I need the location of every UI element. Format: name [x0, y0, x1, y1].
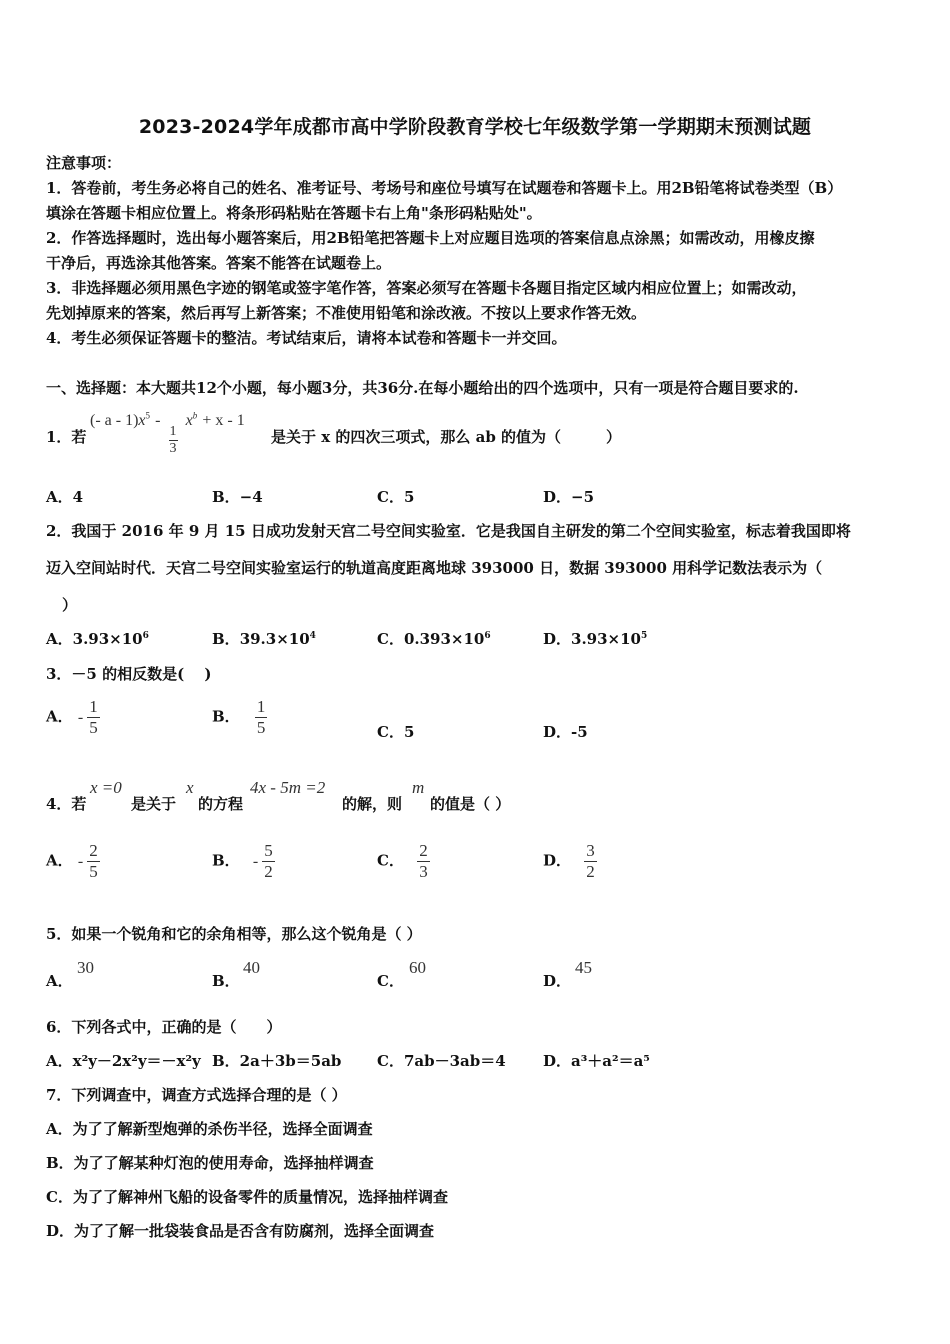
- option-c[interactable]: C．5: [377, 723, 415, 741]
- option-b[interactable]: B．−4: [212, 488, 263, 506]
- option-a[interactable]: A．为了了解新型炮弹的杀伤半径，选择全面调查: [46, 1120, 373, 1138]
- notice-line: 填涂在答题卡相应位置上。将条形码粘贴在答题卡右上角"条形码粘贴处"。: [46, 204, 542, 222]
- option-b[interactable]: B．: [212, 972, 240, 990]
- notice-line: 干净后，再选涂其他答案。答案不能答在试题卷上。: [46, 254, 392, 272]
- option-d[interactable]: D．a³＋a²＝a⁵: [543, 1052, 650, 1070]
- question-4-equation: 4x - 5m =2: [250, 778, 326, 797]
- option-d[interactable]: D．为了了解一批袋装食品是否含有防腐剂，选择全面调查: [46, 1222, 435, 1240]
- question-4-stem: 的方程: [198, 795, 244, 813]
- option-d-value: 45: [575, 958, 592, 977]
- option-c[interactable]: C．$0.393\times 10^6$: [377, 630, 491, 648]
- section-heading: 一、选择题：本大题共12个小题，每小题3分，共36分.在每小题给出的四个选项中，只有一项是符合题目要求的.: [46, 379, 799, 397]
- option-c[interactable]: C．7ab－3ab＝4: [377, 1052, 506, 1070]
- question-4-stem: 是关于: [131, 795, 177, 813]
- question-6-stem: 6．下列各式中，正确的是（ ）: [46, 1018, 282, 1036]
- option-d[interactable]: D．$3.93\times 10^5$: [543, 630, 648, 648]
- option-d[interactable]: D．−5: [543, 488, 595, 506]
- option-a[interactable]: A．4: [46, 488, 84, 506]
- notice-line: 先划掉原来的答案，然后再写上新答案；不准使用铅笔和涂改液。不按以上要求作答无效。: [46, 304, 647, 322]
- notice-line: 1．答卷前，考生务必将自己的姓名、准考证号、考场号和座位号填写在试题卷和答题卡上。用2B铅笔将试卷类型（B）: [46, 179, 843, 197]
- option-b[interactable]: B． - $\frac{5}{2}$: [212, 841, 273, 881]
- option-a[interactable]: A．x²y－2x²y＝－x²y: [46, 1052, 201, 1070]
- option-d[interactable]: D．-5: [543, 723, 588, 741]
- option-c[interactable]: C．: [377, 972, 404, 990]
- question-4-stem: 的值是（ ）: [430, 795, 511, 813]
- page-title: 2023-2024学年成都市高中学阶段教育学校七年级数学第一学期期末预测试题: [138, 116, 812, 138]
- option-c[interactable]: C．5: [377, 488, 415, 506]
- question-1-expression: (- a - $1)x^5$ - $\frac{1}{3}$ $x^b + x - 1$: [90, 410, 245, 456]
- question-4-variable: x: [186, 778, 194, 797]
- option-a-value: 30: [77, 958, 94, 977]
- option-b-value: 40: [243, 958, 260, 977]
- question-2-stem: 迈入空间站时代．天宫二号空间实验室运行的轨道高度距离地球 393000 日，数据 393000 用科学记数法表示为（: [46, 559, 823, 577]
- question-4-condition: x =0: [90, 778, 122, 797]
- option-b[interactable]: B．$39.3\times 10^4$: [212, 630, 316, 648]
- question-2-stem: 2．我国于 2016 年 9 月 15 日成功发射天宫二号空间实验室．它是我国自主研发的第二个空间实验室，标志着我国即将: [46, 522, 851, 540]
- option-d[interactable]: D．: [543, 972, 572, 990]
- option-c[interactable]: C．为了了解神州飞船的设备零件的质量情况，选择抽样调查: [46, 1188, 448, 1206]
- question-2-stem: ）: [62, 596, 78, 614]
- question-7-stem: 7．下列调查中，调查方式选择合理的是（ ）: [46, 1086, 347, 1104]
- notice-heading: 注意事项：: [46, 154, 122, 172]
- question-4-variable: m: [412, 778, 425, 797]
- option-a[interactable]: A．$3.93\times 10^6$: [46, 630, 149, 648]
- notice-line: 3．非选择题必须用黑色字迹的钢笔或签字笔作答，答案必须写在答题卡各题目指定区域内相应位置上；如需改动，: [46, 279, 807, 297]
- question-4-prefix: 4．若: [46, 795, 87, 813]
- option-b[interactable]: B． $\frac{1}{5}$: [212, 697, 266, 737]
- question-5-stem: 5．如果一个锐角和它的余角相等，那么这个锐角是（ ）: [46, 925, 422, 943]
- option-a[interactable]: A．: [46, 972, 73, 990]
- question-1-stem: 是关于 x 的四次三项式，那么 ab 的值为（ ）: [271, 428, 622, 446]
- option-c-value: 60: [409, 958, 426, 977]
- notice-line: 4．考生必须保证答题卡的整洁。考试结束后，请将本试卷和答题卡一并交回。: [46, 329, 567, 347]
- option-c[interactable]: C． $\frac{2}{3}$: [377, 841, 428, 881]
- option-b[interactable]: B．为了了解某种灯泡的使用寿命，选择抽样调查: [46, 1154, 374, 1172]
- option-a[interactable]: A． - $\frac{1}{5}$: [46, 697, 98, 737]
- question-4-stem: 的解，则: [342, 795, 403, 813]
- option-b[interactable]: B．2a＋3b＝5ab: [212, 1052, 342, 1070]
- notice-line: 2．作答选择题时，选出每小题答案后，用2B铅笔把答题卡上对应题目选项的答案信息点涂黑；如需改动，用橡皮擦: [46, 229, 815, 247]
- option-a[interactable]: A． - $\frac{2}{5}$: [46, 841, 98, 881]
- question-1-prefix: 1．若: [46, 428, 87, 446]
- option-d[interactable]: D． $\frac{3}{2}$: [543, 841, 595, 881]
- question-3-stem: 3．－5 的相反数是( ): [46, 665, 212, 683]
